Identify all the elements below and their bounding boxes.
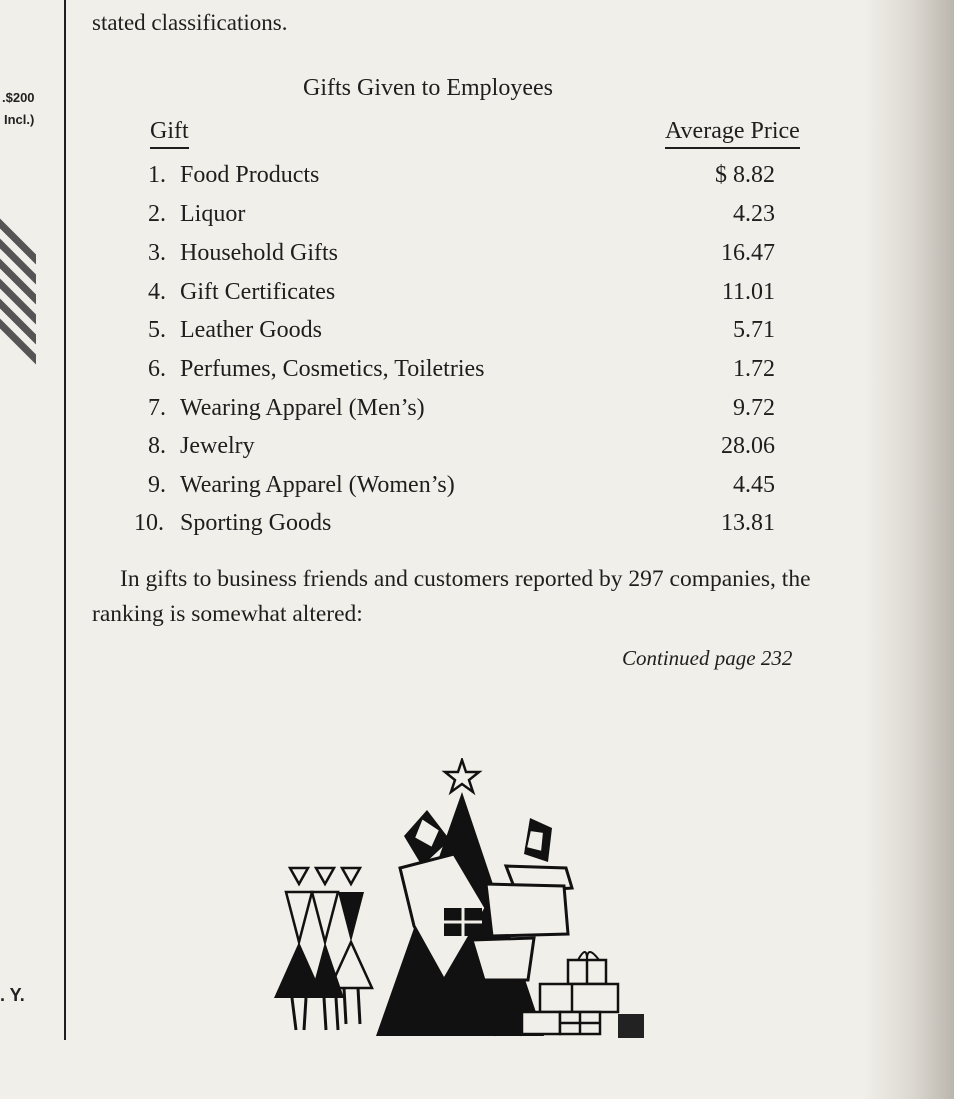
- margin-stripe-graphic: [0, 210, 36, 370]
- gift-price: 5.71: [733, 317, 775, 343]
- gift-box-icon: [522, 1012, 560, 1034]
- row-number: 9.: [148, 472, 166, 498]
- gift-price: 1.72: [733, 356, 775, 382]
- gift-name: Wearing Apparel (Men’s): [180, 395, 425, 421]
- gift-name: Gift Certificates: [180, 279, 336, 305]
- gift-name: Food Products: [180, 162, 320, 188]
- row-number: 7.: [148, 395, 166, 421]
- holiday-shoppers-illustration: [272, 758, 652, 1048]
- continued-note: Continued page 232: [622, 646, 793, 670]
- star-icon: [445, 760, 479, 792]
- column-header-average-price: Average Price: [665, 118, 800, 149]
- page-edge-shadow: [864, 0, 954, 1099]
- gift-name: Sporting Goods: [180, 510, 332, 536]
- margin-incl-note: Incl.): [4, 112, 35, 127]
- gift-price: 11.01: [721, 279, 775, 305]
- row-number: 3.: [148, 240, 166, 266]
- body-paragraph: In gifts to business friends and customers reported by 297 companies, the ranking is somewhat altered:: [92, 566, 811, 627]
- gift-box-icon: [618, 1014, 644, 1038]
- gift-name: Liquor: [180, 201, 246, 227]
- gift-name: Wearing Apparel (Women’s): [180, 472, 455, 498]
- gift-price: 28.06: [721, 433, 775, 459]
- gift-name: Jewelry: [180, 433, 255, 459]
- row-number: 6.: [148, 356, 166, 382]
- gift-price: 13.81: [721, 510, 775, 536]
- row-number: 4.: [148, 279, 166, 305]
- row-number: 10.: [134, 510, 164, 536]
- gift-name: Leather Goods: [180, 317, 322, 343]
- row-number: 2.: [148, 201, 166, 227]
- gift-price: 9.72: [733, 395, 775, 421]
- column-rule: [64, 0, 66, 1040]
- gift-price: 4.45: [733, 472, 775, 498]
- gift-price: $ 8.82: [715, 162, 775, 188]
- column-header-gift: Gift: [150, 118, 189, 149]
- row-number: 8.: [148, 433, 166, 459]
- gift-box-icon: [540, 984, 618, 1012]
- gift-price: 4.23: [733, 201, 775, 227]
- margin-price-note: .$200: [2, 90, 35, 105]
- gift-name: Household Gifts: [180, 240, 338, 266]
- margin-bottom-note: . Y.: [0, 985, 25, 1005]
- lead-text: stated classifications.: [92, 10, 288, 35]
- gift-name: Perfumes, Cosmetics, Toiletries: [180, 356, 485, 382]
- row-number: 5.: [148, 317, 166, 343]
- row-number: 1.: [148, 162, 166, 188]
- table-title: Gifts Given to Employees: [303, 75, 553, 101]
- gift-price: 16.47: [721, 240, 775, 266]
